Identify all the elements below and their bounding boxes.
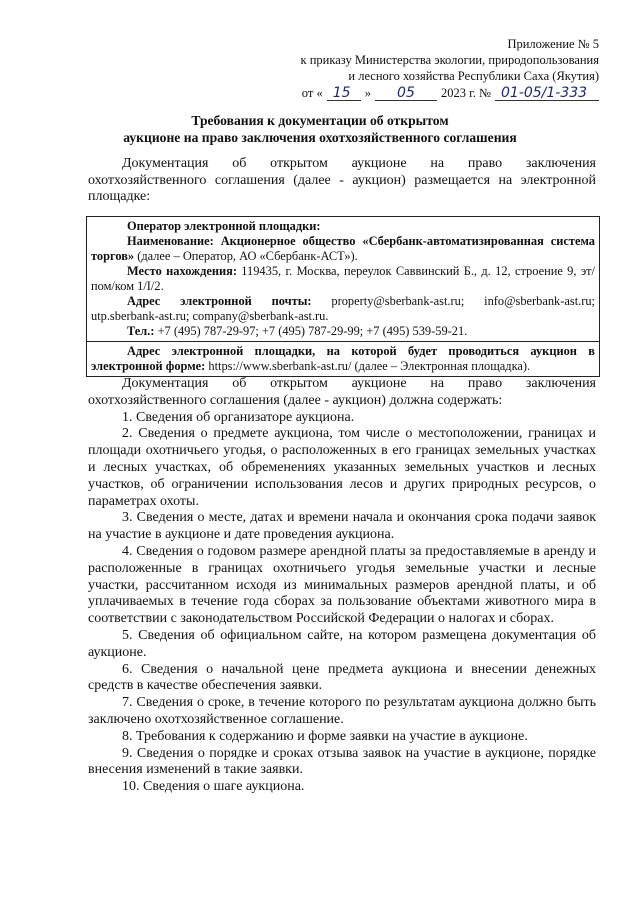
date-separator: » <box>364 86 371 100</box>
operator-heading: Оператор электронной площадки: <box>127 219 321 233</box>
appendix-header <box>269 36 599 84</box>
operator-name-value: Акционерное общество «Сбербанк-автоматизированная система торгов» <box>91 234 595 263</box>
operator-site-label: Адрес электронной площадки, на которой будет проводиться аукцион в электронной форме: <box>91 344 595 373</box>
list-item: 2. Сведения о предмете аукциона, том числе о местоположении, границах и площади охотничьего угодья, о расположенных в его границах земельных участках и лесных участках, об обременениях указанных земельных участков и лесных участков, об ограничении использования лесов и других природных ресурсов, о параметрах охоты. <box>88 426 596 509</box>
appendix-ministry-line: и лесного хозяйства Республики Саха (Якутия) <box>348 69 599 83</box>
list-item: 5. Сведения об официальном сайте, на котором размещена документация об аукционе. <box>88 627 596 660</box>
operator-location-label: Место нахождения: <box>127 264 237 278</box>
requirements-intro: Документация об открытом аукционе на право заключения охотхозяйственного соглашения (далее - аукцион) должна содержать: <box>88 376 596 408</box>
operator-phone-value: +7 (495) 787-29-97; +7 (495) 787-29-99; +7 (495) 539-59-21. <box>154 324 468 338</box>
list-item: 6. Сведения о начальной цене предмета аукциона и внесении денежных средств в качестве обеспечения заявки. <box>88 661 596 694</box>
operator-email-label: Адрес электронной почты: <box>127 294 312 308</box>
handwritten-month: 05 <box>375 86 437 101</box>
appendix-number: Приложение № 5 <box>507 37 599 51</box>
handwritten-doc-number: 01-05/1-333 <box>495 86 599 101</box>
title-line-2: аукционе на право заключения охотхозяйственного соглашения <box>123 130 517 145</box>
operator-info <box>87 217 599 341</box>
operator-info-box <box>86 216 600 377</box>
operator-name-suffix: (далее – Оператор, АО «Сбербанк-АСТ»). <box>134 249 358 263</box>
operator-phone-row <box>91 324 595 339</box>
handwritten-day: 15 <box>327 86 361 101</box>
operator-location-row <box>91 264 595 294</box>
operator-name-row <box>91 234 595 264</box>
operator-phone-label: Тел.: <box>127 324 155 338</box>
list-item: 4. Сведения о годовом размере арендной платы за предоставляемые в аренду и расположенные в границах охотничьего угодья земельные участки и лесные участки, рассчитанном исходя из минимальных размеров арендной платы, и об уплачиваемых в течение года сборах за пользование объектами животного мира в соответствии с законодательством Российской Федерации о налогах и сборах. <box>88 543 596 627</box>
operator-email-value: property@sberbank-ast.ru; info@sberbank-ast.ru; utp.sberbank-ast.ru; company@sberbank-ast.ru. <box>91 294 595 323</box>
list-item: 10. Сведения о шаге аукциона. <box>122 779 305 795</box>
list-item: 3. Сведения о месте, датах и времени начала и окончания срока подачи заявок на участие в аукционе и дате проведения аукциона. <box>88 510 596 543</box>
document-title <box>0 112 640 146</box>
operator-site-value: https://www.sberbank-ast.ru/ (далее – Электронная площадка). <box>205 359 531 373</box>
date-year: 2023 г. № <box>440 86 491 100</box>
list-item: 9. Сведения о порядке и сроках отзыва заявок на участие в аукционе, порядке внесения изменений в такие заявки. <box>88 745 596 778</box>
list-item: 1. Сведения об организаторе аукциона. <box>122 409 355 425</box>
operator-name-label: Наименование: <box>127 234 214 248</box>
list-item: 7. Сведения о сроке, в течение которого по результатам аукциона должно быть заключено охотхозяйственное соглашение. <box>88 695 596 727</box>
operator-site-row <box>87 341 599 376</box>
date-prefix: от « <box>301 86 323 100</box>
appendix-order-line: к приказу Министерства экологии, природопользования <box>300 53 599 67</box>
operator-email-row <box>91 294 595 324</box>
intro-paragraph: Документация об открытом аукционе на право заключения охотхозяйственного соглашения (далее - аукцион) размещается на электронной площадке: <box>88 156 596 205</box>
order-date-line <box>302 86 599 101</box>
list-item: 8. Требования к содержанию и форме заявки на участие в аукционе. <box>122 728 528 744</box>
requirements-list <box>88 376 596 796</box>
operator-location-value: 119435, г. Москва, переулок Саввинский Б., д. 12, строение 9, эт/пом/ком 1/I/2. <box>91 264 595 293</box>
title-line-1: Требования к документации об открытом <box>191 113 449 128</box>
